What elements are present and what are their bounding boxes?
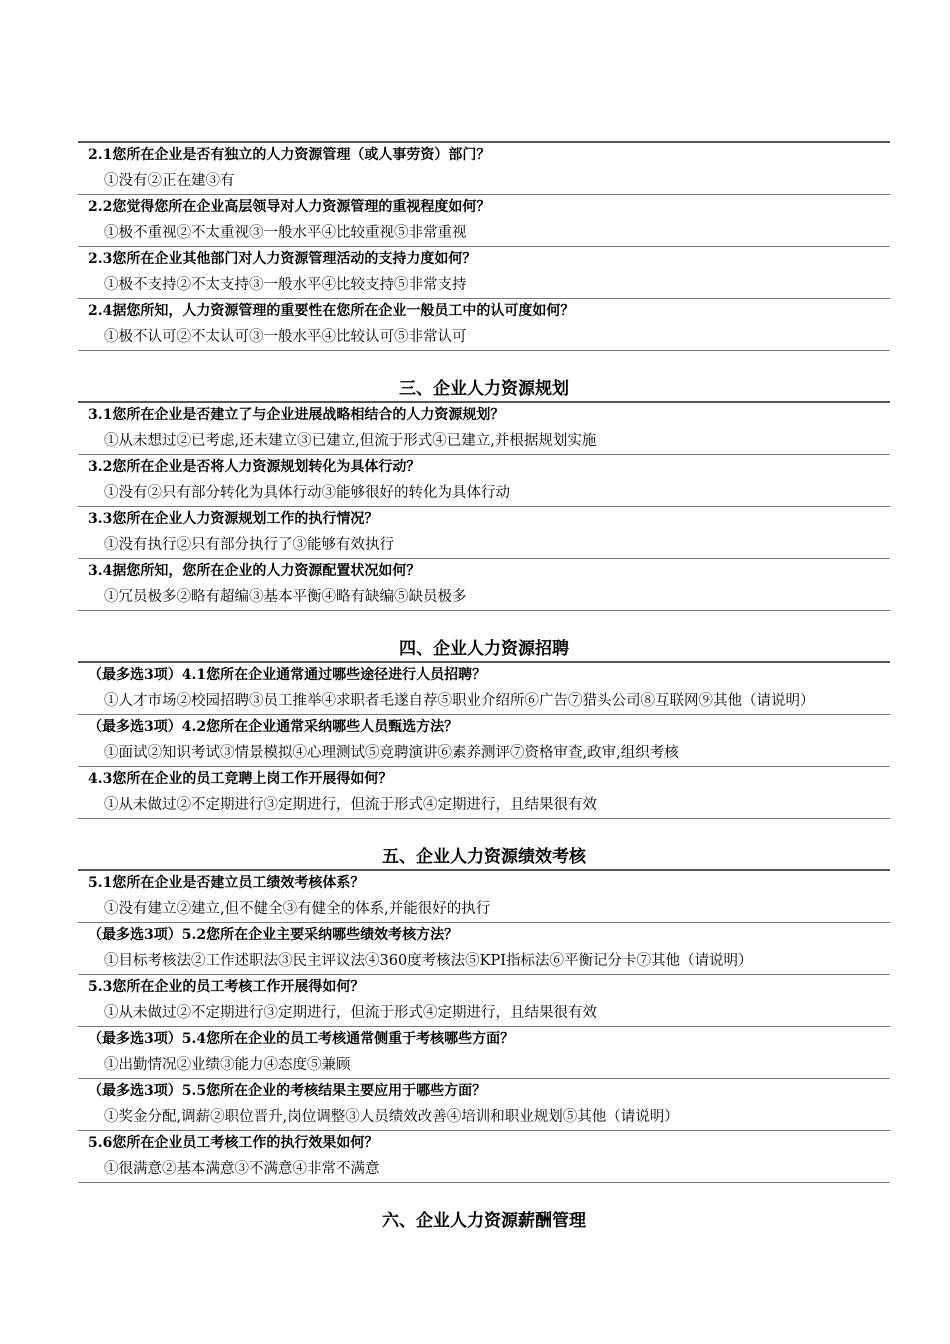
question-text: 5.1您所在企业是否建立员工绩效考核体系？: [88, 875, 365, 891]
section-heading-4: 四、企业人力资源招聘: [78, 637, 890, 663]
question-options: ①没有②只有部分转化为具体行动③能够很好的转化为具体行动: [104, 485, 510, 501]
question-5-6: [78, 1131, 890, 1183]
section-heading-3: 三、企业人力资源规划: [78, 377, 890, 403]
question-text: 2.3您所在企业其他部门对人力资源管理活动的支持力度如何？: [88, 251, 477, 267]
question-text: 2.4据您所知，人力资源管理的重要性在您所在企业一般员工中的认可度如何？: [88, 303, 575, 319]
question-3-2: [78, 455, 890, 507]
question-options: ①冗员极多②略有超编③基本平衡④略有缺编⑤缺员极多: [104, 589, 467, 605]
section-5: [78, 871, 890, 1183]
question-text: 3.3您所在企业人力资源规划工作的执行情况？: [88, 511, 379, 527]
question-options: ①没有②正在建③有: [104, 173, 235, 189]
question-text: 3.1您所在企业是否建立了与企业进展战略相结合的人力资源规划？: [88, 407, 505, 423]
section-heading-6: 六、企业人力资源薪酬管理: [382, 1211, 586, 1231]
question-text: 3.2您所在企业是否将人力资源规划转化为具体行动？: [88, 459, 421, 475]
question-options: ①目标考核法②工作述职法③民主评议法④360度考核法⑤KPI指标法⑥平衡记分卡⑦其他（请说明）: [104, 953, 753, 969]
question-text: 5.3您所在企业的员工考核工作开展得如何？: [88, 979, 365, 995]
question-options: ①极不重视②不太重视③一般水平④比较重视⑤非常重视: [104, 225, 467, 241]
question-text: （最多选3项）5.5您所在企业的考核结果主要应用于哪些方面？: [88, 1083, 487, 1099]
section-2: [78, 141, 890, 351]
question-options: ①出勤情况②业绩③能力④态度⑤兼顾: [104, 1057, 351, 1073]
question-options: ①人才市场②校园招聘③员工推举④求职者毛遂自荐⑤职业介绍所⑥广告⑦猎头公司⑧互联网⑨其他（请说明）: [104, 693, 815, 709]
question-5-4: [78, 1027, 890, 1079]
question-2-4: [78, 299, 890, 351]
question-options: ①极不认可②不太认可③一般水平④比较认可⑤非常认可: [104, 329, 467, 345]
question-4-2: [78, 715, 890, 767]
question-5-5: [78, 1079, 890, 1131]
question-5-1: [78, 871, 890, 923]
question-options: ①奖金分配,调薪②职位晋升,岗位调整③人员绩效改善④培训和职业规划⑤其他（请说明）: [104, 1109, 679, 1125]
section-heading-5: 五、企业人力资源绩效考核: [78, 845, 890, 871]
question-text: 2.2您觉得您所在企业高层领导对人力资源管理的重视程度如何？: [88, 199, 491, 215]
question-options: ①没有执行②只有部分执行了③能够有效执行: [104, 537, 394, 553]
question-text: 5.6您所在企业员工考核工作的执行效果如何？: [88, 1135, 379, 1151]
question-options: ①从未做过②不定期进行③定期进行，但流于形式④定期进行，且结果很有效: [104, 797, 597, 813]
question-3-3: [78, 507, 890, 559]
question-text: （最多选3项）5.2您所在企业主要采纳哪些绩效考核方法？: [88, 927, 459, 943]
questionnaire-page: [78, 141, 890, 1233]
question-options: ①从未想过②已考虑,还未建立③已建立,但流于形式④已建立,并根据规划实施: [104, 433, 597, 449]
question-2-3: [78, 247, 890, 299]
question-text: （最多选3项）5.4您所在企业的员工考核通常侧重于考核哪些方面？: [88, 1031, 515, 1047]
question-text: 2.1您所在企业是否有独立的人力资源管理（或人事劳资）部门？: [88, 147, 491, 163]
section-3: [78, 403, 890, 611]
question-options: ①很满意②基本满意③不满意④非常不满意: [104, 1161, 380, 1177]
question-3-4: [78, 559, 890, 611]
question-options: ①从未做过②不定期进行③定期进行，但流于形式④定期进行，且结果很有效: [104, 1005, 597, 1021]
section-4: [78, 663, 890, 819]
question-text: （最多选3项）4.1您所在企业通常通过哪些途径进行人员招聘？: [88, 667, 487, 683]
question-5-2: [78, 923, 890, 975]
question-5-3: [78, 975, 890, 1027]
question-text: 4.3您所在企业的员工竞聘上岗工作开展得如何？: [88, 771, 393, 787]
question-3-1: [78, 403, 890, 455]
question-text: 3.4据您所知，您所在企业的人力资源配置状况如何？: [88, 563, 421, 579]
question-2-2: [78, 195, 890, 247]
question-options: ①面试②知识考试③情景模拟④心理测试⑤竞聘演讲⑥素养测评⑦资格审查,政审,组织考核: [104, 745, 679, 761]
question-text: （最多选3项）4.2您所在企业通常采纳哪些人员甄选方法？: [88, 719, 459, 735]
question-2-1: [78, 143, 890, 195]
question-4-3: [78, 767, 890, 819]
question-options: ①没有建立②建立,但不健全③有健全的体系,并能很好的执行: [104, 901, 491, 917]
question-options: ①极不支持②不太支持③一般水平④比较支持⑤非常支持: [104, 277, 467, 293]
question-4-1: [78, 663, 890, 715]
